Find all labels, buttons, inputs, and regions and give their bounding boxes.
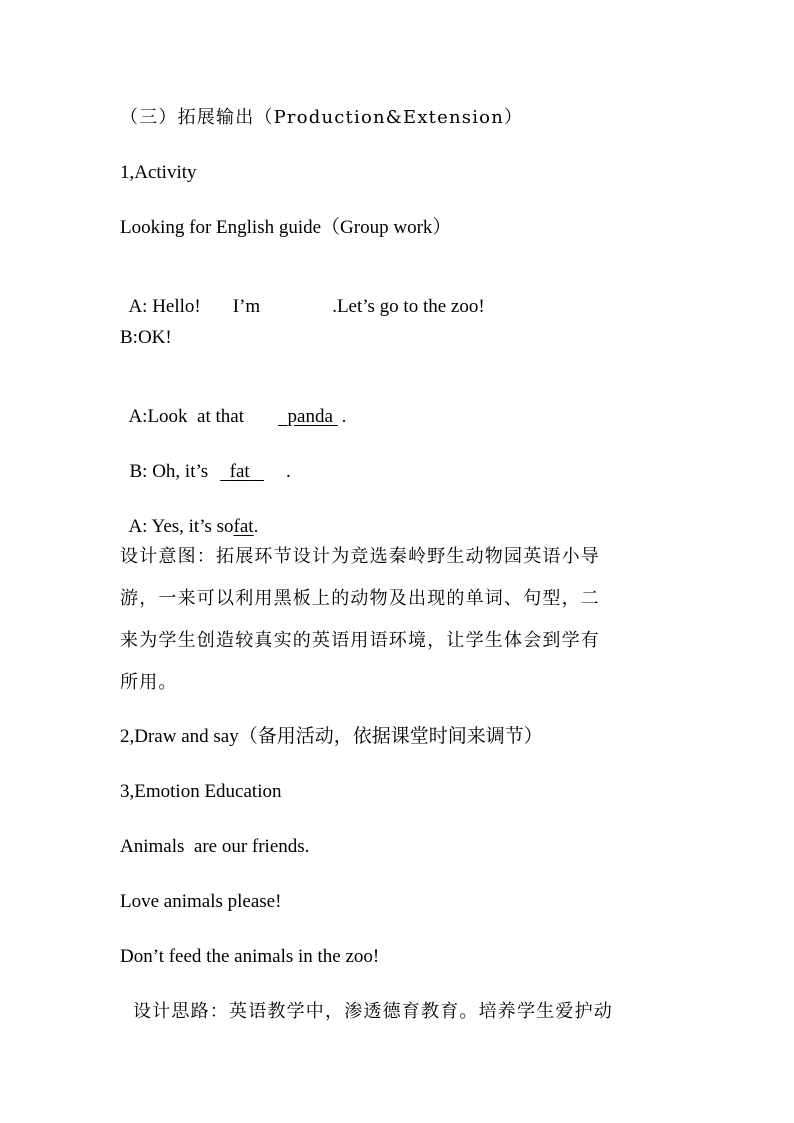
dialogue-line-4-word: fat — [229, 461, 250, 482]
dialogue-line-3-blank-answer — [278, 406, 338, 427]
dialogue-line-4-blank-answer — [220, 461, 264, 482]
design-intent-line: 来为学生创造较真实的英语用语环境，让学生体会到学有 — [120, 630, 600, 651]
dialogue-line-4-prefix: B: Oh, it’s — [129, 461, 209, 482]
activity-heading: 1,Activity — [120, 162, 197, 183]
emotion-line: Love animals please! — [120, 891, 282, 912]
emotion-line: Animals are our friends. — [120, 836, 310, 857]
design-thinking-line: 设计思路：英语教学中，渗透德育教育。培养学生爱护动 — [133, 1001, 613, 1022]
design-intent-line: 游，一来可以利用黑板上的动物及出现的单词、句型，二 — [120, 588, 600, 609]
dialogue-line-1-part-c: .Let’s go to the zoo! — [332, 296, 485, 317]
dialogue-line-2: B:OK! — [120, 327, 172, 348]
dialogue-line-1-part-b: I’m — [232, 296, 261, 317]
section-title: （三）拓展输出（Production&Extension） — [120, 107, 524, 128]
design-intent-line: 设计意图：拓展环节设计为竞选秦岭野生动物园英语小导 — [120, 546, 600, 567]
activity-subtitle: Looking for English guide（Group work） — [120, 217, 452, 238]
dialogue-line-3 — [120, 381, 346, 429]
dialogue-line-1 — [120, 271, 485, 319]
design-intent-line: 所用。 — [120, 672, 178, 693]
dialogue-line-1-part-a: A: Hello! — [128, 296, 201, 317]
emotion-education-heading: 3,Emotion Education — [120, 781, 282, 802]
dialogue-line-5-suffix: . — [253, 516, 259, 537]
draw-and-say-heading: 2,Draw and say（备用活动，依据课堂时间来调节） — [120, 726, 543, 747]
dialogue-line-5 — [120, 491, 258, 539]
dialogue-line-3-suffix: . — [341, 406, 347, 427]
dialogue-line-4 — [120, 436, 291, 484]
dialogue-line-5-word: fat — [233, 516, 254, 537]
dialogue-line-3-word: panda — [287, 406, 333, 427]
emotion-line: Don’t feed the animals in the zoo! — [120, 946, 380, 967]
dialogue-line-4-suffix: . — [285, 461, 291, 482]
dialogue-line-5-prefix: A: Yes, it’s so — [128, 516, 234, 537]
dialogue-line-3-prefix: A:Look at that — [128, 406, 245, 427]
